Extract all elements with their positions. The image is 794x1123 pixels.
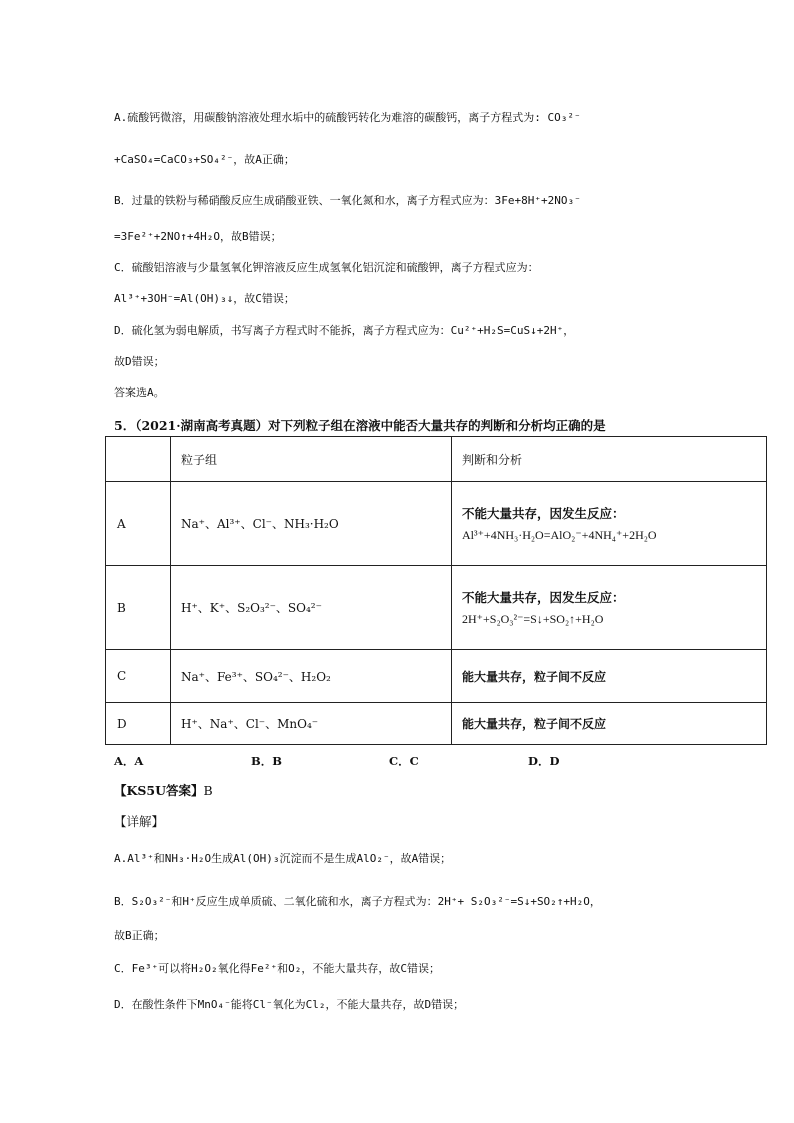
prev-explanation-a-line2: +CaSO₄=CaCO₃+SO₄²⁻，故A正确； xyxy=(114,153,295,166)
row-label: B xyxy=(106,566,171,650)
judgment-cell xyxy=(452,482,767,566)
row-label: D xyxy=(106,703,171,745)
detail-label: 【详解】 xyxy=(114,814,165,829)
solution-a-line: A.Al³⁺和NH₃·H₂O生成Al(OH)₃沉淀而不是生成AlO₂⁻，故A错误； xyxy=(114,852,452,865)
option-d: D．D xyxy=(528,754,560,768)
option-c: C．C xyxy=(389,754,419,768)
solution-d-line: D．在酸性条件下MnO₄⁻能将Cl⁻氧化为Cl₂，不能大量共存，故D错误； xyxy=(114,998,465,1011)
judgment-cell xyxy=(452,566,767,650)
solution-b-line2: 故B正确； xyxy=(114,929,165,942)
prev-explanation-d-line2: 故D错误； xyxy=(114,355,165,368)
prev-explanation-d-line1: D．硫化氢为弱电解质，书写离子方程式时不能拆，离子方程式应为：Cu²⁺+H₂S=CuS↓+2H⁺， xyxy=(114,324,575,337)
table-row xyxy=(106,566,767,650)
particles-cell: H⁺、Na⁺、Cl⁻、MnO₄⁻ xyxy=(171,703,452,745)
solution-b-line1: B．S₂O₃²⁻和H⁺反应生成单质硫、二氧化硫和水，离子方程式为：2H⁺+ S₂O₃²⁻=S↓+SO₂↑+H₂O， xyxy=(114,895,601,908)
answer-value: B xyxy=(203,783,213,798)
option-b: B．B xyxy=(251,754,282,768)
judgment-text: 不能大量共存，因发生反应： xyxy=(462,590,625,605)
particles-cell: H⁺、K⁺、S₂O₃²⁻、SO₄²⁻ xyxy=(171,566,452,650)
particle-table xyxy=(105,436,767,745)
judgment-text: 不能大量共存，因发生反应： xyxy=(462,506,625,521)
judgment-cell: 能大量共存，粒子间不反应 xyxy=(452,703,767,745)
prev-answer: 答案选A。 xyxy=(114,386,165,399)
table-header-cell: 粒子组 xyxy=(171,437,452,482)
prev-explanation-a-line1: A.硫酸钙微溶，用碳酸钠溶液处理水垢中的硫酸钙转化为难溶的碳酸钙，离子方程式为: CO₃²⁻ xyxy=(114,111,581,124)
answer-line xyxy=(114,783,213,799)
table-row xyxy=(106,482,767,566)
prev-explanation-c-line2: Al³⁺+3OH⁻=Al(OH)₃↓，故C错误； xyxy=(114,292,295,305)
particles-cell: Na⁺、Fe³⁺、SO₄²⁻、H₂O₂ xyxy=(171,650,452,703)
option-a: A．A xyxy=(114,754,144,768)
row-label: C xyxy=(106,650,171,703)
reaction-equation: Al³⁺+4NH₃·H₂O=AlO₂⁻+4NH₄⁺+2H₂O xyxy=(462,528,657,542)
table-header-row xyxy=(106,437,767,482)
table-row xyxy=(106,650,767,703)
prev-explanation-b-line2: =3Fe²⁺+2NO↑+4H₂O，故B错误； xyxy=(114,230,282,243)
prev-explanation-c-line1: C．硫酸铝溶液与少量氢氧化钾溶液反应生成氢氧化铝沉淀和硫酸钾，离子方程式应为： xyxy=(114,261,539,274)
row-label: A xyxy=(106,482,171,566)
table-header-cell xyxy=(106,437,171,482)
particles-cell: Na⁺、Al³⁺、Cl⁻、NH₃·H₂O xyxy=(171,482,452,566)
reaction-equation: 2H⁺+S₂O₃²⁻=S↓+SO₂↑+H₂O xyxy=(462,612,604,626)
table-row xyxy=(106,703,767,745)
solution-c-line: C．Fe³⁺可以将H₂O₂氧化得Fe²⁺和O₂，不能大量共存，故C错误； xyxy=(114,962,440,975)
table-header-cell: 判断和分析 xyxy=(452,437,767,482)
answer-label: 【KS5U答案】 xyxy=(114,783,204,798)
question-title: 5．（2021·湖南高考真题）对下列粒子组在溶液中能否大量共存的判断和分析均正确的是 xyxy=(114,418,606,433)
prev-explanation-b-line1: B．过量的铁粉与稀硝酸反应生成硝酸亚铁、一氧化氮和水，离子方程式应为：3Fe+8H⁺+2NO₃⁻ xyxy=(114,194,581,207)
judgment-cell: 能大量共存，粒子间不反应 xyxy=(452,650,767,703)
